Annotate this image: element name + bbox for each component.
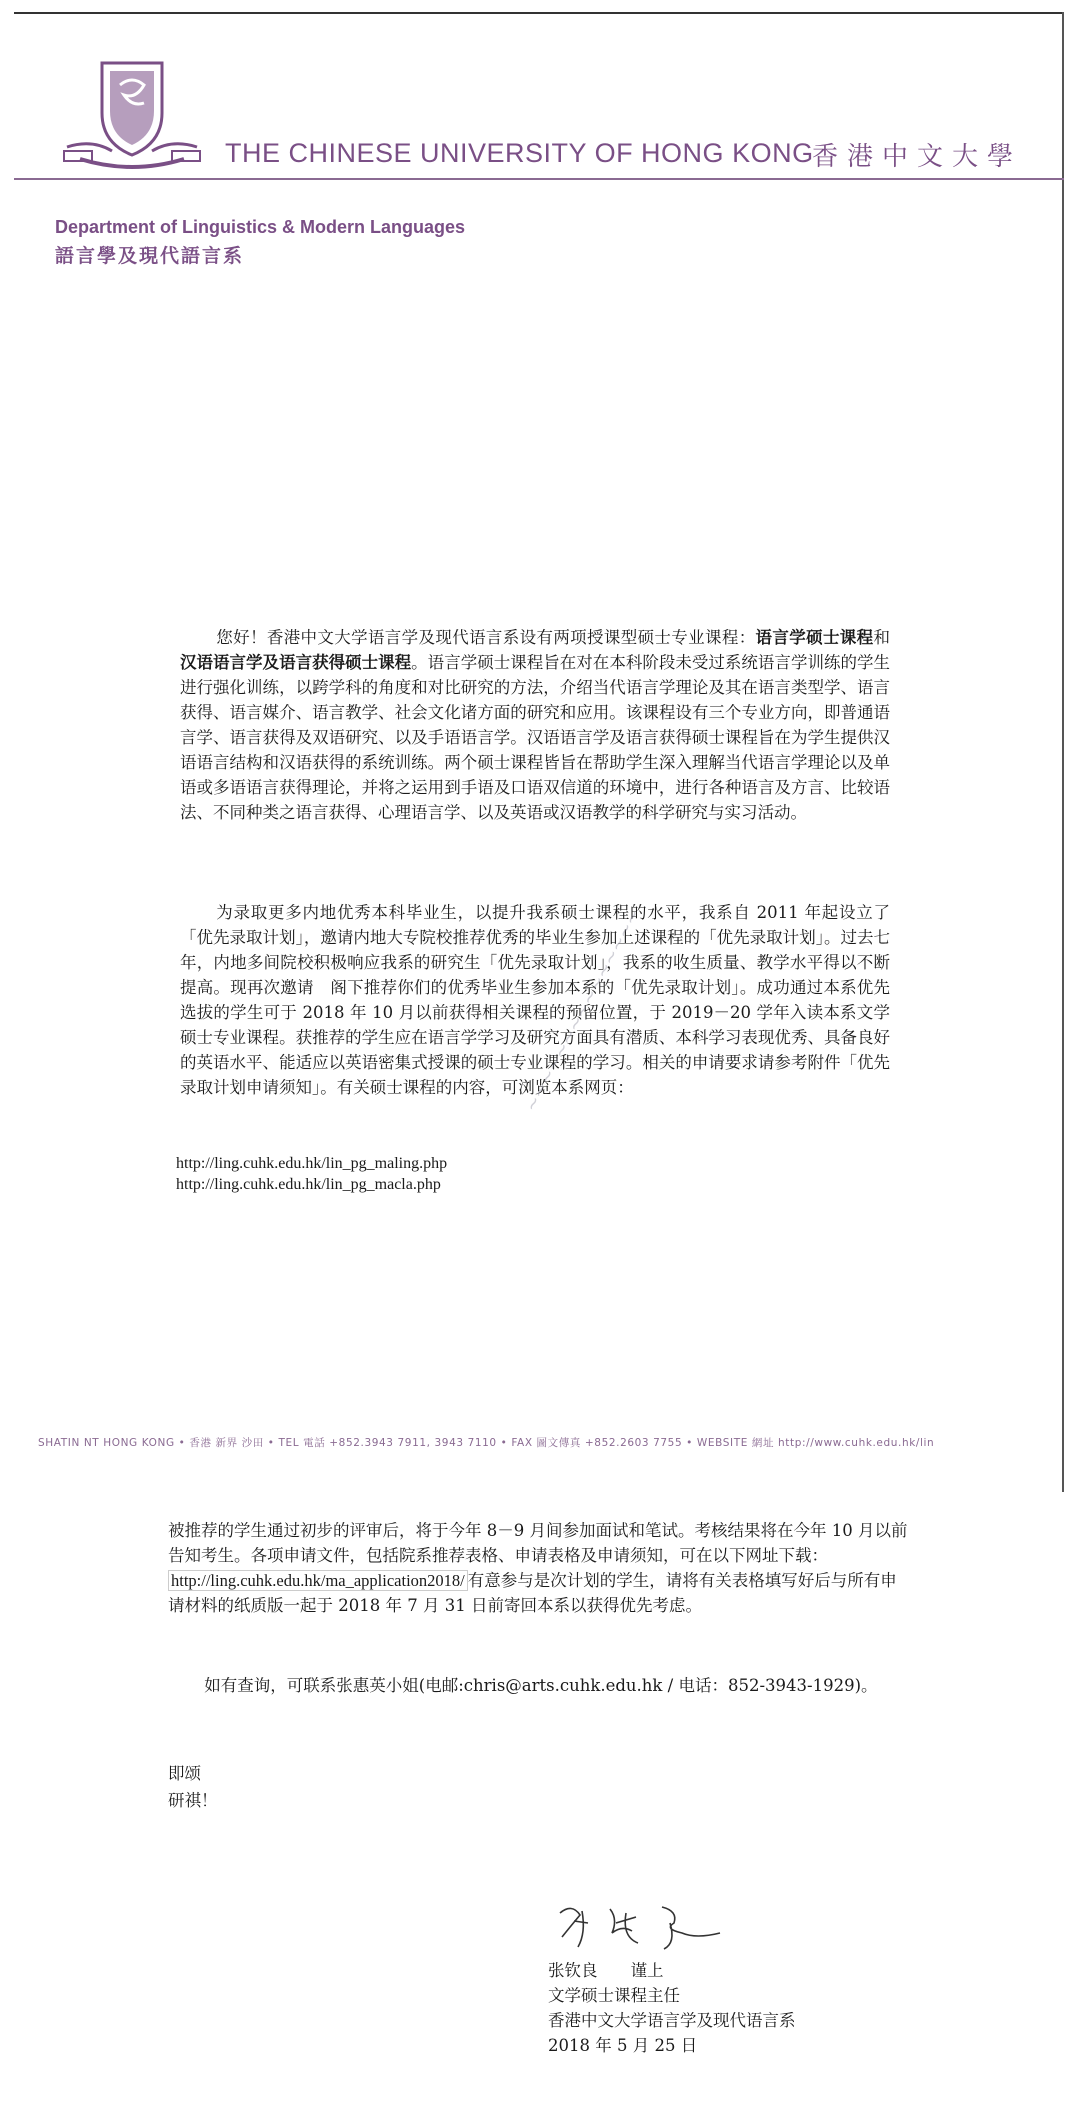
header-divider <box>14 178 1064 180</box>
closing-line-2: 研祺！ <box>168 1791 218 1810</box>
watermark: ~~~~~~~~~~~~~~~ <box>520 905 646 1116</box>
paragraph-priority-admission <box>180 900 890 1100</box>
closing-line-1: 即颂 <box>168 1764 201 1783</box>
para3-text-a: 被推荐的学生通过初步的评审后，将于今年 8－9 月间参加面试和笔试。考核结果将在今年 10 月以前告知考生。各项申请文件，包括院系推荐表格、申请表格及申请须知，可在以下网址下载： <box>168 1521 908 1565</box>
right-border <box>1062 12 1064 1492</box>
signer-department: 香港中文大学语言学及现代语言系 <box>548 2011 796 2030</box>
url-macla[interactable]: http://ling.cuhk.edu.hk/lin_pg_macla.php <box>176 1176 441 1193</box>
signer-name: 张钦良 谨上 <box>548 1961 664 1980</box>
para1-intro: 您好！香港中文大学语言学及现代语言系设有两项授课型硕士专业课程： <box>216 628 756 647</box>
signature-block <box>548 1958 796 2058</box>
program-urls <box>176 1153 447 1195</box>
top-border <box>14 12 1064 14</box>
university-name-cn: 香港中文大學 <box>812 142 1023 172</box>
handwritten-signature <box>552 1893 732 1953</box>
paragraph-contact <box>168 1673 908 1698</box>
department-name-en: Department of Linguistics & Modern Languages <box>55 217 466 237</box>
para4-text: 如有查询，可联系张惠英小姐(电邮:chris@arts.cuhk.edu.hk / 电话：852-3943-1929)。 <box>204 1676 878 1695</box>
university-name-en: THE CHINESE UNIVERSITY OF HONG KONG <box>225 138 814 168</box>
url-application[interactable]: http://ling.cuhk.edu.hk/ma_application2018/ <box>168 1570 468 1591</box>
university-crest-icon <box>62 55 202 170</box>
para2-text: 为录取更多内地优秀本科毕业生，以提升我系硕士课程的水平，我系自 2011 年起设立了「优先录取计划」，邀请内地大专院校推荐优秀的毕业生参加上述课程的「优先录取计划」。过去七年，内地多间院校积极响应我系的研究生「优先录取计划」，我系的收生质量、教学水平得以不断提高。现再次邀请 阁下推荐你们的优秀毕业生参加本系的「优先录取计划」。成功通过本系优先选拔的学生可于 2018 年 10 月以前获得相关课程的预留位置，于 2019－20 学年入读本系文学硕士专业课程。获推荐的学生应在语言学学习及研究方面具有潜质、本科学习表现优秀、具备良好的英语水平、能适应以英语密集式授课的硕士专业课程的学习。相关的申请要求请参考附件「优先录取计划申请须知」。有关硕士课程的内容，可浏览本系网页： <box>180 903 890 1097</box>
closing <box>168 1760 218 1814</box>
para1-rest: 。语言学硕士课程旨在对在本科阶段未受过系统语言学训练的学生进行强化训练，以跨学科的角度和对比研究的方法，介绍当代语言学理论及其在语言类型学、语言获得、语言媒介、语言教学、社会文化诸方面的研究和应用。该课程设有三个专业方向，即普通语言学、语言获得及双语研究、以及手语语言学。汉语语言学及语言获得硕士课程旨在为学生提供汉语语言结构和汉语获得的系统训练。两个硕士课程皆旨在帮助学生深入理解当代语言学理论以及单语或多语语言获得理论，并将之运用到手语及口语双信道的环境中，进行各种语言及方言、比较语法、不同种类之语言获得、心理语言学、以及英语或汉语教学的科学研究与实习活动。 <box>180 653 891 822</box>
department-name-cn: 語言學及現代語言系 <box>55 245 245 267</box>
url-maling[interactable]: http://ling.cuhk.edu.hk/lin_pg_maling.php <box>176 1155 448 1172</box>
letterhead-footer: SHATIN NT HONG KONG • 香港 新界 沙田 • TEL 電話 +852.3943 7911, 3943 7110 • FAX 圖文傳真 +852.2603 7755 • WEBSITE 網址 http://www.cuhk.edu.hk/lin <box>38 1437 935 1449</box>
program-macla: 汉语语言学及语言获得硕士课程 <box>180 653 412 672</box>
paragraph-application <box>168 1518 908 1618</box>
signer-title: 文学硕士课程主任 <box>548 1986 680 2005</box>
program-maling: 语言学硕士课程 <box>755 628 874 647</box>
letter-date: 2018 年 5 月 25 日 <box>548 2036 698 2055</box>
para3-text-b: 有意参与是次计划的学生，请将有关表格填写好后与所有申请材料的纸质版一起于 2018 年 7 月 31 日前寄回本系以获得优先考虑。 <box>168 1571 897 1615</box>
para1-and: 和 <box>873 628 891 647</box>
paragraph-programs <box>180 625 890 825</box>
